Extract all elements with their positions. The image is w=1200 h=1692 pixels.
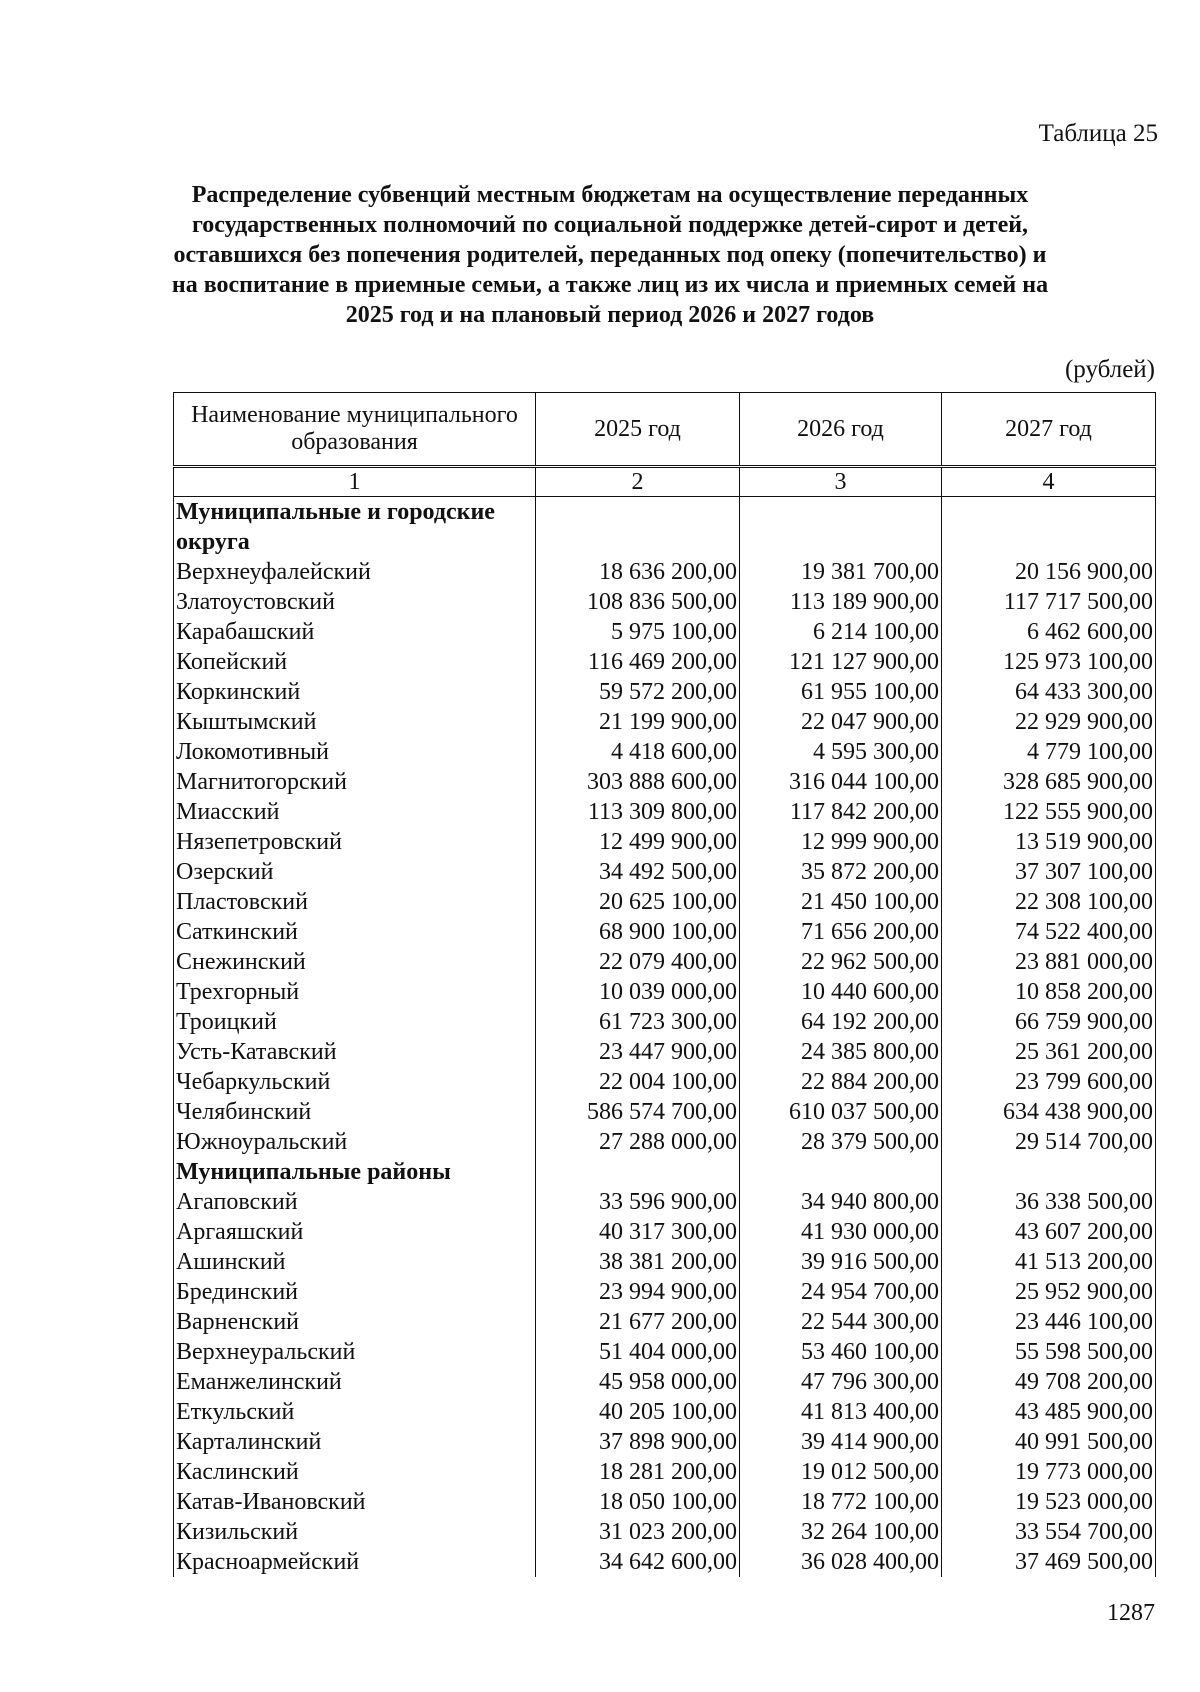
- table-row: [174, 1067, 1156, 1097]
- municipality-name: Коркинский: [174, 677, 536, 707]
- table-row: [174, 1037, 1156, 1067]
- table-row: [174, 947, 1156, 977]
- value-2025: 38 381 200,00: [536, 1247, 740, 1277]
- table-row: [174, 1127, 1156, 1157]
- value-2026: 41 930 000,00: [740, 1217, 942, 1247]
- value-2026: 19 012 500,00: [740, 1457, 942, 1487]
- value-2025: 18 281 200,00: [536, 1457, 740, 1487]
- municipality-name: Снежинский: [174, 947, 536, 977]
- municipality-name: Озерский: [174, 857, 536, 887]
- municipality-name: Карталинский: [174, 1427, 536, 1457]
- value-2027: 20 156 900,00: [942, 557, 1156, 587]
- municipality-name: Трехгорный: [174, 977, 536, 1007]
- value-2027: 25 361 200,00: [942, 1037, 1156, 1067]
- value-2026: 22 962 500,00: [740, 947, 942, 977]
- table-row: [174, 1217, 1156, 1247]
- table-row: [174, 1187, 1156, 1217]
- value-2027: 22 929 900,00: [942, 707, 1156, 737]
- value-2025: 22 079 400,00: [536, 947, 740, 977]
- table-row: [174, 1397, 1156, 1427]
- value-2027: 122 555 900,00: [942, 797, 1156, 827]
- table-row: [174, 1427, 1156, 1457]
- value-2026: 32 264 100,00: [740, 1517, 942, 1547]
- value-2025: 108 836 500,00: [536, 587, 740, 617]
- value-2027: 23 446 100,00: [942, 1307, 1156, 1337]
- value-2027: 37 469 500,00: [942, 1547, 1156, 1577]
- value-2025: 21 677 200,00: [536, 1307, 740, 1337]
- value-2025: 33 596 900,00: [536, 1187, 740, 1217]
- table-number: Таблица 25: [1038, 120, 1158, 147]
- municipality-name: Миасский: [174, 797, 536, 827]
- value-2026: 21 450 100,00: [740, 887, 942, 917]
- value-2025: 59 572 200,00: [536, 677, 740, 707]
- value-2025: 34 642 600,00: [536, 1547, 740, 1577]
- value-2027: 40 991 500,00: [942, 1427, 1156, 1457]
- empty-cell: [740, 1157, 942, 1187]
- group-title: Муниципальные и городские округа: [174, 497, 536, 558]
- value-2026: 22 884 200,00: [740, 1067, 942, 1097]
- municipality-name: Катав-Ивановский: [174, 1487, 536, 1517]
- value-2025: 113 309 800,00: [536, 797, 740, 827]
- value-2025: 23 994 900,00: [536, 1277, 740, 1307]
- table-row: [174, 737, 1156, 767]
- value-2026: 39 916 500,00: [740, 1247, 942, 1277]
- value-2027: 23 799 600,00: [942, 1067, 1156, 1097]
- value-2027: 29 514 700,00: [942, 1127, 1156, 1157]
- municipality-name: Троицкий: [174, 1007, 536, 1037]
- value-2026: 41 813 400,00: [740, 1397, 942, 1427]
- column-number: 3: [740, 467, 942, 497]
- municipality-name: Локомотивный: [174, 737, 536, 767]
- municipality-name: Еткульский: [174, 1397, 536, 1427]
- value-2027: 41 513 200,00: [942, 1247, 1156, 1277]
- municipality-name: Ашинский: [174, 1247, 536, 1277]
- empty-cell: [740, 497, 942, 558]
- municipality-name: Усть-Катавский: [174, 1037, 536, 1067]
- value-2027: 117 717 500,00: [942, 587, 1156, 617]
- column-number: 4: [942, 467, 1156, 497]
- municipality-name: Кизильский: [174, 1517, 536, 1547]
- table-row: [174, 1337, 1156, 1367]
- value-2026: 113 189 900,00: [740, 587, 942, 617]
- value-2027: 66 759 900,00: [942, 1007, 1156, 1037]
- value-2025: 303 888 600,00: [536, 767, 740, 797]
- value-2025: 61 723 300,00: [536, 1007, 740, 1037]
- table-row: [174, 1247, 1156, 1277]
- value-2027: 25 952 900,00: [942, 1277, 1156, 1307]
- value-2026: 10 440 600,00: [740, 977, 942, 1007]
- value-2025: 22 004 100,00: [536, 1067, 740, 1097]
- value-2026: 36 028 400,00: [740, 1547, 942, 1577]
- value-2027: 74 522 400,00: [942, 917, 1156, 947]
- municipality-name: Красноармейский: [174, 1547, 536, 1577]
- municipality-name: Еманжелинский: [174, 1367, 536, 1397]
- value-2027: 6 462 600,00: [942, 617, 1156, 647]
- group-row: [174, 497, 1156, 558]
- value-2025: 27 288 000,00: [536, 1127, 740, 1157]
- value-2025: 21 199 900,00: [536, 707, 740, 737]
- table-row: [174, 827, 1156, 857]
- value-2025: 116 469 200,00: [536, 647, 740, 677]
- municipality-name: Верхнеуральский: [174, 1337, 536, 1367]
- empty-cell: [942, 1157, 1156, 1187]
- value-2027: 36 338 500,00: [942, 1187, 1156, 1217]
- empty-cell: [536, 497, 740, 558]
- value-2025: 12 499 900,00: [536, 827, 740, 857]
- column-number: 1: [174, 467, 536, 497]
- value-2025: 45 958 000,00: [536, 1367, 740, 1397]
- page-title: Распределение субвенций местным бюджетам на осуществление переданных государственных полномочий по социальной поддержке детей-сирот и детей, оставшихся без попечения родителей, переданных под опеку (попечительство) и на воспитание в приемные семьи, а также лиц из их числа и приемных семей на 2025 год и на плановый период 2026 и 2027 годов: [171, 182, 1049, 328]
- table-row: [174, 677, 1156, 707]
- value-2026: 34 940 800,00: [740, 1187, 942, 1217]
- value-2025: 37 898 900,00: [536, 1427, 740, 1457]
- value-2026: 19 381 700,00: [740, 557, 942, 587]
- municipality-name: Карабашский: [174, 617, 536, 647]
- municipality-name: Агаповский: [174, 1187, 536, 1217]
- value-2025: 34 492 500,00: [536, 857, 740, 887]
- municipality-name: Чебаркульский: [174, 1067, 536, 1097]
- value-2026: 12 999 900,00: [740, 827, 942, 857]
- table-row: [174, 587, 1156, 617]
- value-2027: 55 598 500,00: [942, 1337, 1156, 1367]
- municipality-name: Аргаяшский: [174, 1217, 536, 1247]
- table-row: [174, 1457, 1156, 1487]
- table-row: [174, 797, 1156, 827]
- value-2025: 23 447 900,00: [536, 1037, 740, 1067]
- value-2026: 39 414 900,00: [740, 1427, 942, 1457]
- table-row: [174, 1517, 1156, 1547]
- value-2027: 33 554 700,00: [942, 1517, 1156, 1547]
- table-row: [174, 887, 1156, 917]
- value-2027: 4 779 100,00: [942, 737, 1156, 767]
- value-2027: 23 881 000,00: [942, 947, 1156, 977]
- value-2026: 610 037 500,00: [740, 1097, 942, 1127]
- value-2027: 37 307 100,00: [942, 857, 1156, 887]
- empty-cell: [942, 497, 1156, 558]
- municipality-name: Каслинский: [174, 1457, 536, 1487]
- value-2026: 117 842 200,00: [740, 797, 942, 827]
- value-2027: 19 773 000,00: [942, 1457, 1156, 1487]
- municipality-name: Златоустовский: [174, 587, 536, 617]
- header-row: [174, 393, 1156, 467]
- municipality-name: Брединский: [174, 1277, 536, 1307]
- value-2026: 61 955 100,00: [740, 677, 942, 707]
- value-2026: 22 544 300,00: [740, 1307, 942, 1337]
- value-2027: 328 685 900,00: [942, 767, 1156, 797]
- value-2025: 10 039 000,00: [536, 977, 740, 1007]
- value-2027: 125 973 100,00: [942, 647, 1156, 677]
- value-2025: 586 574 700,00: [536, 1097, 740, 1127]
- table-row: [174, 707, 1156, 737]
- table-row: [174, 1487, 1156, 1517]
- value-2027: 22 308 100,00: [942, 887, 1156, 917]
- value-2027: 19 523 000,00: [942, 1487, 1156, 1517]
- table-row: [174, 1547, 1156, 1577]
- value-2027: 634 438 900,00: [942, 1097, 1156, 1127]
- value-2026: 71 656 200,00: [740, 917, 942, 947]
- value-2025: 40 205 100,00: [536, 1397, 740, 1427]
- municipality-name: Варненский: [174, 1307, 536, 1337]
- value-2026: 28 379 500,00: [740, 1127, 942, 1157]
- table-row: [174, 557, 1156, 587]
- value-2027: 10 858 200,00: [942, 977, 1156, 1007]
- value-2025: 18 050 100,00: [536, 1487, 740, 1517]
- group-title: Муниципальные районы: [174, 1157, 536, 1187]
- table-row: [174, 767, 1156, 797]
- value-2025: 40 317 300,00: [536, 1217, 740, 1247]
- table-row: [174, 1367, 1156, 1397]
- table-row: [174, 647, 1156, 677]
- table-row: [174, 1277, 1156, 1307]
- table-row: [174, 1307, 1156, 1337]
- table-row: [174, 617, 1156, 647]
- units-label: (рублей): [1064, 356, 1155, 383]
- value-2025: 51 404 000,00: [536, 1337, 740, 1367]
- value-2025: 4 418 600,00: [536, 737, 740, 767]
- value-2027: 43 485 900,00: [942, 1397, 1156, 1427]
- header-municipality: Наименование муниципального образования: [174, 393, 536, 467]
- header-2027: 2027 год: [942, 393, 1156, 467]
- header-2026: 2026 год: [740, 393, 942, 467]
- municipality-name: Магнитогорский: [174, 767, 536, 797]
- value-2027: 64 433 300,00: [942, 677, 1156, 707]
- value-2027: 13 519 900,00: [942, 827, 1156, 857]
- table-body: [174, 497, 1156, 1578]
- municipality-name: Нязепетровский: [174, 827, 536, 857]
- municipality-name: Челябинский: [174, 1097, 536, 1127]
- municipality-name: Верхнеуфалейский: [174, 557, 536, 587]
- value-2026: 121 127 900,00: [740, 647, 942, 677]
- value-2026: 316 044 100,00: [740, 767, 942, 797]
- value-2026: 53 460 100,00: [740, 1337, 942, 1367]
- value-2027: 49 708 200,00: [942, 1367, 1156, 1397]
- value-2025: 5 975 100,00: [536, 617, 740, 647]
- table-row: [174, 857, 1156, 887]
- empty-cell: [536, 1157, 740, 1187]
- municipality-name: Копейский: [174, 647, 536, 677]
- value-2027: 43 607 200,00: [942, 1217, 1156, 1247]
- table-row: [174, 1007, 1156, 1037]
- municipality-name: Южноуральский: [174, 1127, 536, 1157]
- value-2026: 64 192 200,00: [740, 1007, 942, 1037]
- value-2026: 22 047 900,00: [740, 707, 942, 737]
- municipality-name: Кыштымский: [174, 707, 536, 737]
- value-2026: 24 954 700,00: [740, 1277, 942, 1307]
- value-2026: 18 772 100,00: [740, 1487, 942, 1517]
- municipality-name: Саткинский: [174, 917, 536, 947]
- value-2025: 68 900 100,00: [536, 917, 740, 947]
- column-number-row: [174, 467, 1156, 497]
- page-number: 1287: [1107, 1600, 1155, 1626]
- value-2026: 47 796 300,00: [740, 1367, 942, 1397]
- column-number: 2: [536, 467, 740, 497]
- value-2026: 24 385 800,00: [740, 1037, 942, 1067]
- municipality-name: Пластовский: [174, 887, 536, 917]
- value-2026: 4 595 300,00: [740, 737, 942, 767]
- value-2025: 20 625 100,00: [536, 887, 740, 917]
- table-row: [174, 917, 1156, 947]
- value-2026: 35 872 200,00: [740, 857, 942, 887]
- value-2025: 31 023 200,00: [536, 1517, 740, 1547]
- subvention-table: [173, 392, 1156, 1577]
- table-row: [174, 1097, 1156, 1127]
- value-2025: 18 636 200,00: [536, 557, 740, 587]
- group-row: [174, 1157, 1156, 1187]
- table-row: [174, 977, 1156, 1007]
- header-2025: 2025 год: [536, 393, 740, 467]
- value-2026: 6 214 100,00: [740, 617, 942, 647]
